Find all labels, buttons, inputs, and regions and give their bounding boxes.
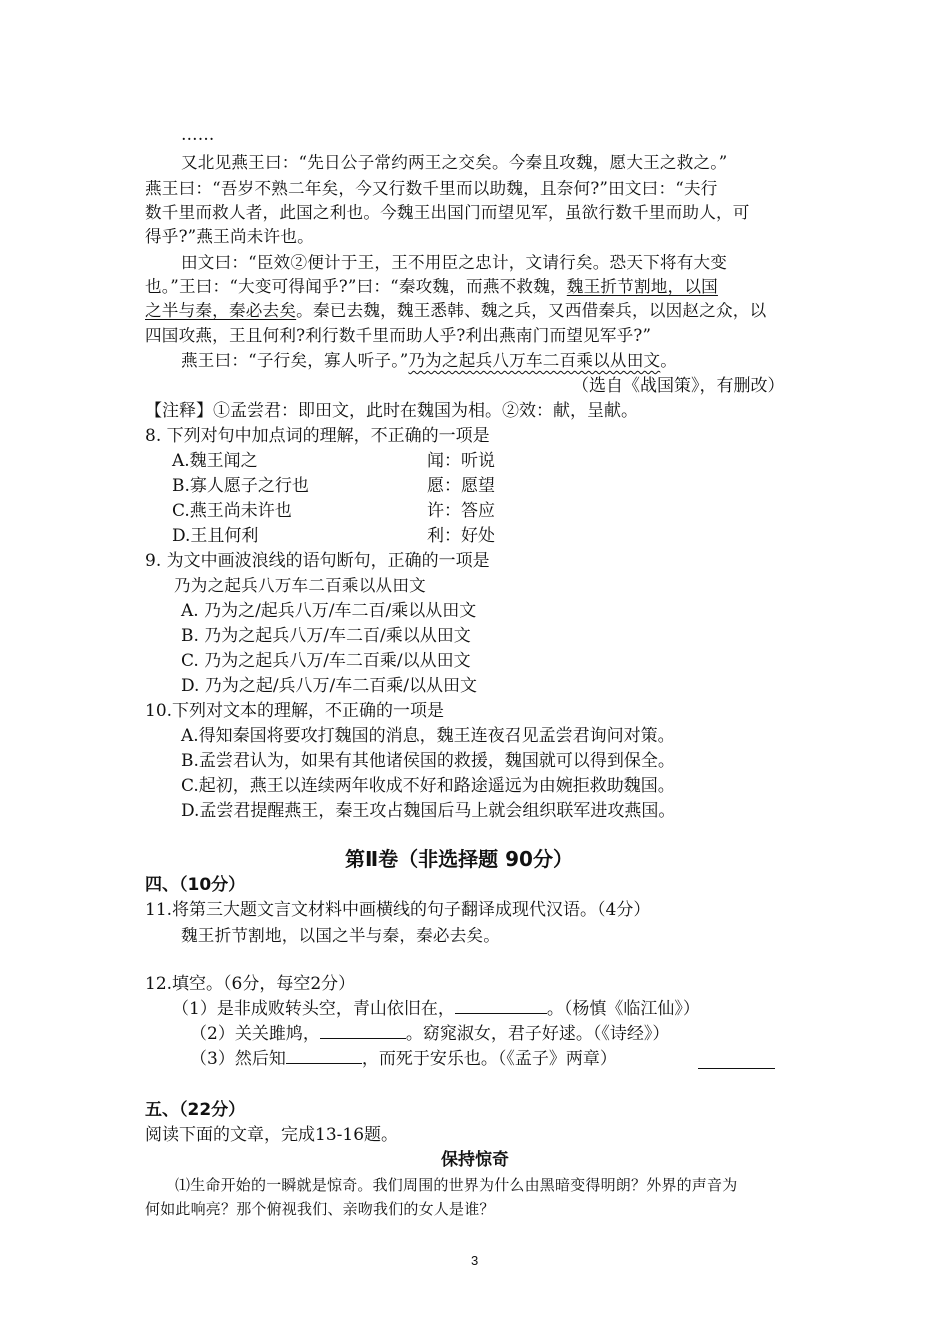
passage-line-2: 燕王曰：“吾岁不熟二年矣，今又行数千里而以助魏，且奈何?”田文曰：“夫行: [145, 179, 718, 198]
underlined-sentence-part-1: 魏王折节割地，以国: [566, 277, 718, 296]
article-title: 保持惊奇: [441, 1150, 509, 1170]
passage-notes: 【注释】①孟尝君：即田文，此时在魏国为相。②效：献，呈献。: [145, 401, 638, 421]
q9-option-a: A. 乃为之/起兵八万/车二百/乘以从田文: [181, 601, 477, 621]
q10-option-b: B.孟尝君认为，如果有其他诸侯国的救援，魏国就可以得到保全。: [181, 751, 675, 771]
page-number: 3: [471, 1253, 479, 1268]
q8-option-d-gloss: 利：好处: [427, 526, 495, 546]
q10-option-d: D.孟尝君提醒燕王，秦王攻占魏国后马上就会组织联军进攻燕国。: [181, 801, 676, 821]
passage-source: （选自《战国策》，有删改）: [572, 376, 785, 396]
q8-option-b: [172, 475, 495, 497]
passage-ellipsis: ……: [181, 125, 215, 144]
q11-sentence: 魏王折节割地，以国之半与秦，秦必去矣。: [181, 926, 501, 945]
q10-stem: 10.下列对文本的理解，不正确的一项是: [145, 701, 445, 721]
passage-line-9-end: 。: [660, 351, 678, 370]
q12-item-2: [190, 1023, 669, 1045]
passage-line-1: 又北见燕王曰：“先日公子常约两王之交矣。今秦且攻魏，愿大王之救之。”: [181, 153, 728, 172]
reading-instruction: 阅读下面的文章，完成13-16题。: [145, 1125, 399, 1145]
article-line-1: ⑴生命开始的一瞬就是惊奇。我们周围的世界为什么由黑暗变得明朗？外界的声音为: [175, 1176, 738, 1194]
q12-item-1-a: （1）是非成败转头空，青山依旧在，: [172, 999, 455, 1019]
passage-line-6-text: 也。”王曰：“大变可得闻乎?”曰：“秦攻魏，而燕不救魏，: [145, 277, 567, 296]
passage-line-4: 得乎?”燕王尚未许也。: [145, 227, 314, 246]
q12-item-1-b: 。（杨慎《临江仙》）: [546, 999, 700, 1019]
q8-option-c: [172, 500, 495, 522]
q8-option-d-text: D.王且何利: [172, 526, 259, 546]
q12-item-2-a: （2）关关雎鸠，: [190, 1024, 320, 1044]
q12-blank-1[interactable]: [455, 998, 547, 1014]
q8-option-b-text: B.寡人愿子之行也: [172, 476, 309, 496]
q10-option-c: C.起初，燕王以连续两年收成不好和路途遥远为由婉拒救助魏国。: [181, 776, 675, 796]
part2-title: 第Ⅱ卷（非选择题 90分）: [345, 847, 573, 871]
q12-item-1: [172, 998, 700, 1020]
q12-item-3: [190, 1048, 617, 1070]
passage-line-5: 田文曰：“臣效②便计于王，王不用臣之忠计，文请行矣。恐天下将有大变: [181, 253, 728, 272]
q12-blank-2[interactable]: [320, 1023, 406, 1039]
q8-option-a-gloss: 闻：听说: [427, 451, 495, 471]
q12-item-2-b: 。窈窕淑女，君子好逑。（《诗经》）: [405, 1024, 670, 1044]
underlined-sentence-part-2: 之半与秦，秦必去矣: [145, 301, 297, 320]
article-line-2: 何如此响亮？那个俯视我们、亲吻我们的女人是谁？: [145, 1200, 495, 1218]
section-5-heading: 五、（22分）: [145, 1100, 246, 1120]
q8-option-a-text: A.魏王闻之: [172, 451, 258, 471]
q12-item-3-a: （3）然后知: [190, 1049, 286, 1069]
q12-extra-blank[interactable]: [698, 1053, 775, 1069]
q9-stem: 9. 为文中画波浪线的语句断句，正确的一项是: [145, 551, 490, 571]
q9-sentence: 乃为之起兵八万车二百乘以从田文: [174, 576, 426, 595]
q12-item-3-b: ，而死于安乐也。（《孟子》两章）: [361, 1049, 617, 1069]
passage-line-6: [145, 276, 718, 298]
passage-line-8: 四国攻燕，王且何利?利行数千里而助人乎?利出燕南门而望见军乎?”: [145, 326, 652, 345]
q12-stem: 12.填空。（6分，每空2分）: [145, 974, 356, 994]
q8-option-c-gloss: 许：答应: [427, 501, 495, 521]
passage-line-9: [181, 350, 677, 372]
q8-option-a: [172, 450, 495, 472]
q8-option-b-gloss: 愿：愿望: [427, 476, 495, 496]
section-4-heading: 四、（10分）: [145, 875, 246, 895]
q8-option-d: [172, 525, 495, 547]
q9-option-c: C. 乃为之起兵八万/车二百乘/以从田文: [181, 651, 471, 671]
q8-option-c-text: C.燕王尚未许也: [172, 501, 292, 521]
q9-option-b: B. 乃为之起兵八万/车二百/乘以从田文: [181, 626, 471, 646]
q10-option-a: A.得知秦国将要攻打魏国的消息，魏王连夜召见孟尝君询问对策。: [181, 726, 675, 746]
passage-line-9-text: 燕王曰：“子行矣，寡人听子。”: [181, 351, 409, 370]
passage-line-7: [145, 300, 766, 322]
q12-blank-3[interactable]: [286, 1048, 362, 1064]
q11-stem: 11.将第三大题文言文材料中画横线的句子翻译成现代汉语。（4分）: [145, 900, 651, 920]
q8-stem: 8. 下列对句中加点词的理解，不正确的一项是: [145, 426, 490, 446]
q9-option-d: D. 乃为之起/兵八万/车二百乘/以从田文: [181, 676, 478, 696]
passage-line-3: 数千里而救人者，此国之利也。今魏王出国门而望见军，虽欲行数千里而助人，可: [145, 203, 750, 222]
passage-line-7-text: 。秦已去魏，魏王悉韩、魏之兵，又西借秦兵，以因赵之众，以: [296, 301, 767, 320]
wavy-sentence: 乃为之起兵八万车二百乘以从田文: [408, 351, 661, 370]
